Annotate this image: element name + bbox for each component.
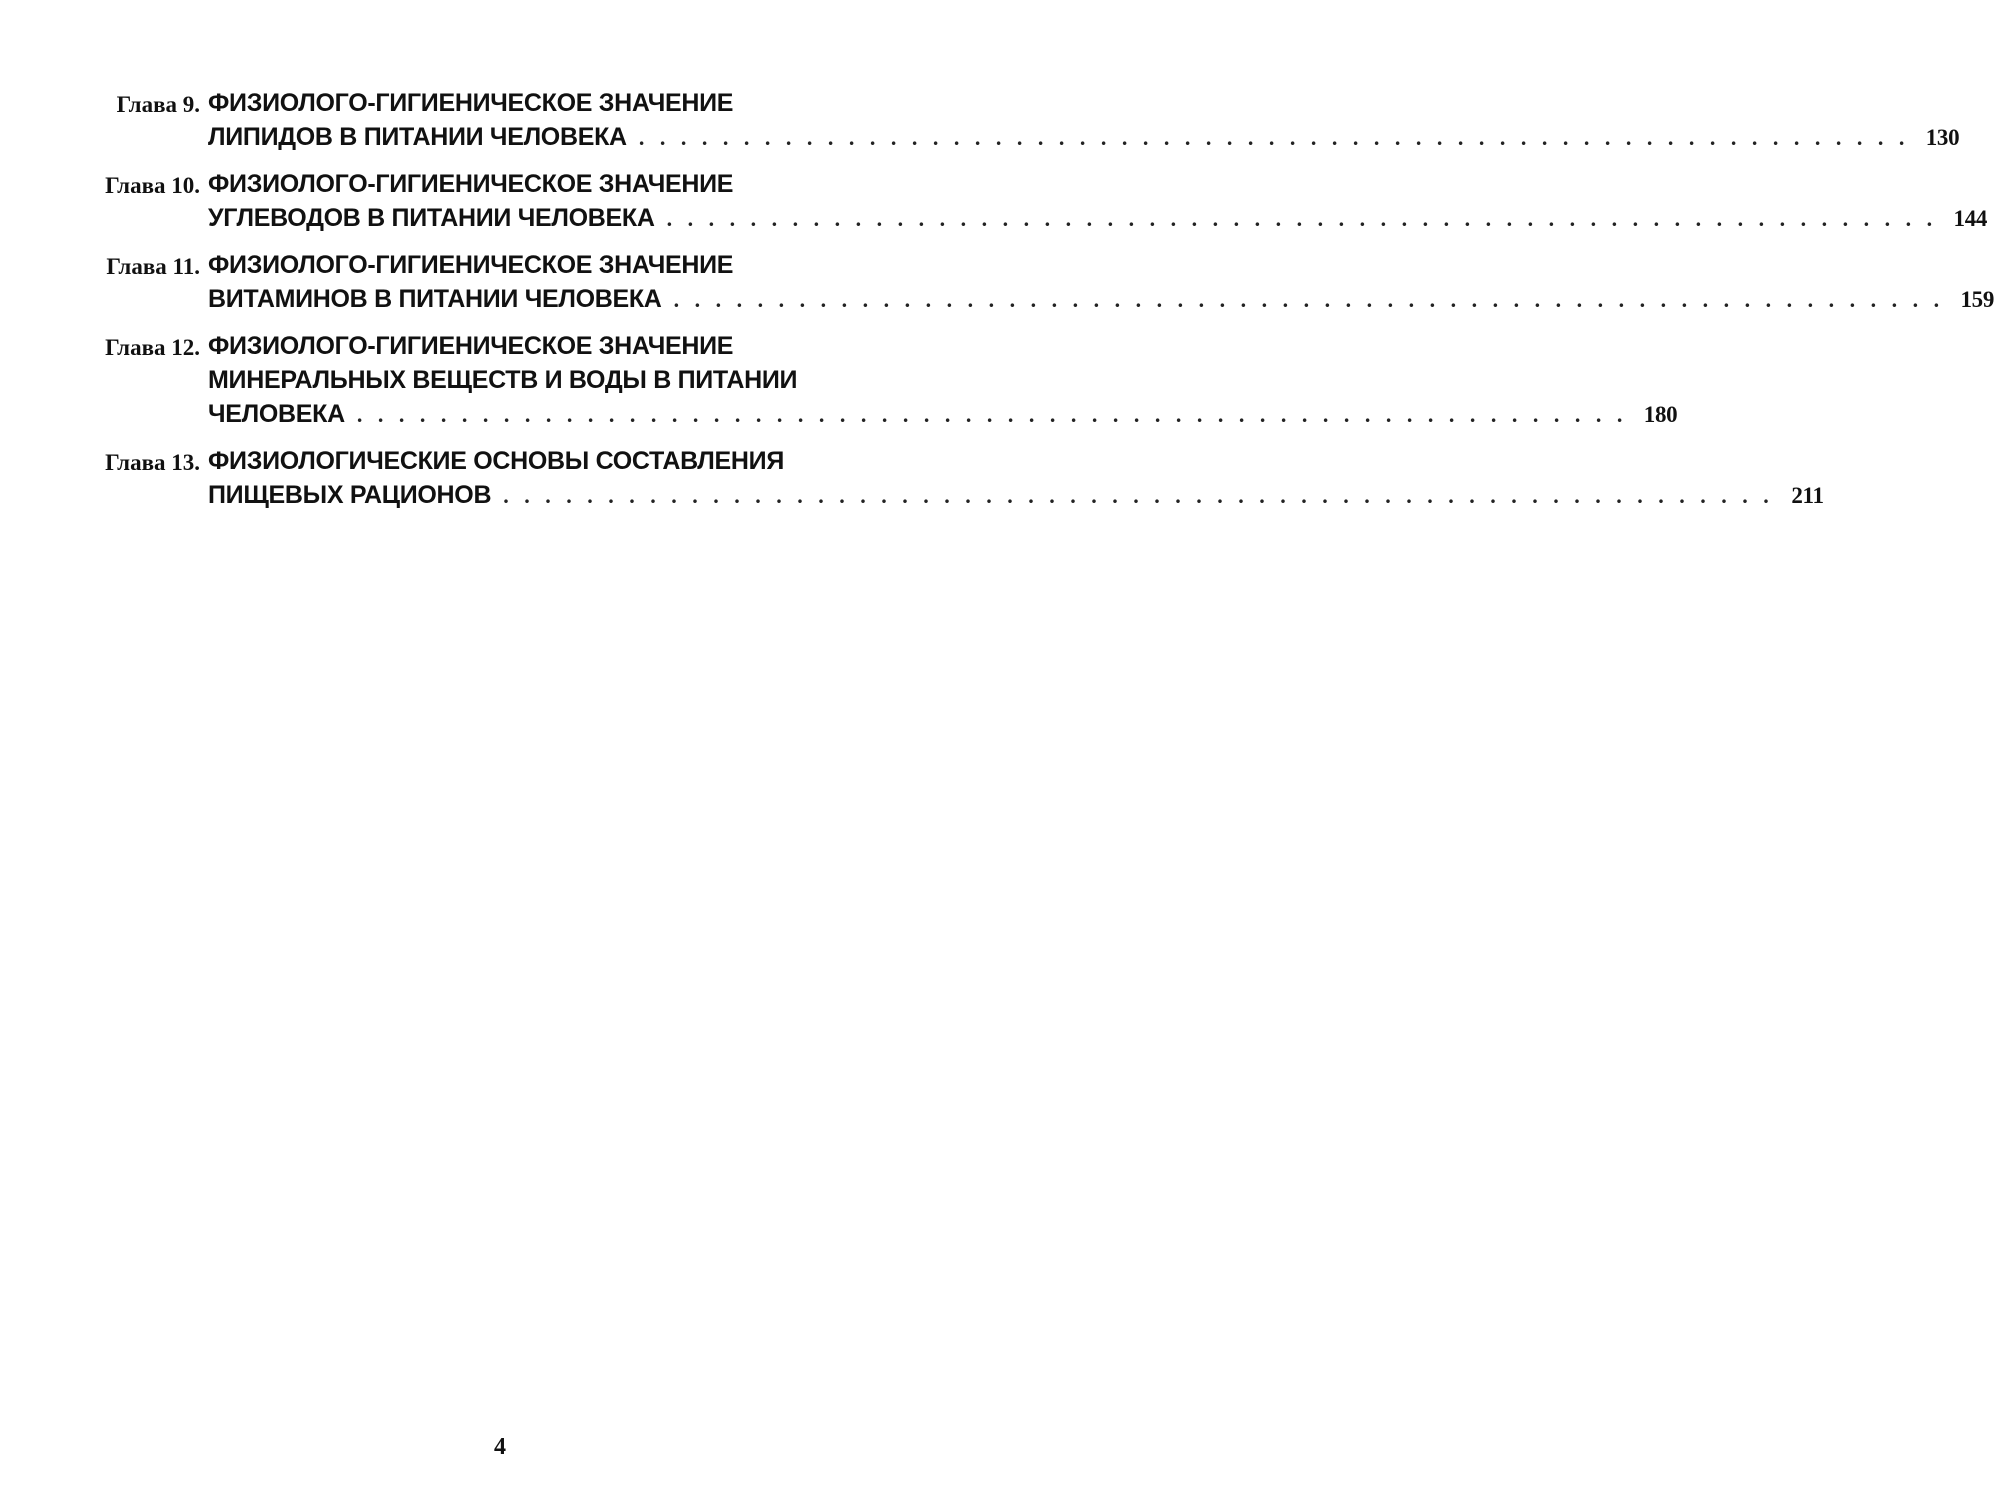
chapter-title-line: МИНЕРАЛЬНЫХ ВЕЩЕСТВ И ВОДЫ В ПИТАНИИ [208, 366, 798, 394]
dot-leader: . . . . . . . . . . . . . . . . . . . . . . . . . . . . . . . . . . . . . . . . . . . . . . . . . . . . . . . . . . . . . [356, 402, 1628, 427]
page-reference: 159 [1960, 287, 1994, 312]
dot-leader: . . . . . . . . . . . . . . . . . . . . . . . . . . . . . . . . . . . . . . . . . . . . . . . . . . . . . . . . . . . . . [638, 125, 1910, 150]
chapter-title-line: УГЛЕВОДОВ В ПИТАНИИ ЧЕЛОВЕКА [208, 204, 655, 232]
page-reference: 144 [1953, 206, 1988, 231]
chapter-title-line: ФИЗИОЛОГО-ГИГИЕНИЧЕСКОЕ ЗНАЧЕНИЕ [208, 251, 734, 279]
toc-entry-chapter-13[interactable] [80, 444, 1824, 513]
toc-entry-chapter-12[interactable] [80, 329, 1678, 432]
chapter-label: Глава 13. [105, 450, 200, 475]
toc-entry-chapter-11[interactable] [80, 248, 1994, 317]
toc-entry-chapter-10[interactable] [80, 167, 1988, 236]
chapter-title-last-line [208, 120, 1959, 155]
toc-entry-chapter-9[interactable] [80, 86, 1960, 155]
chapter-title-line: ВИТАМИНОВ В ПИТАНИИ ЧЕЛОВЕКА [208, 285, 662, 313]
table-of-contents [80, 86, 1994, 525]
page-number: 4 [494, 1434, 506, 1460]
chapter-title-line: ФИЗИОЛОГИЧЕСКИЕ ОСНОВЫ СОСТАВЛЕНИЯ [208, 447, 785, 475]
dot-leader: . . . . . . . . . . . . . . . . . . . . . . . . . . . . . . . . . . . . . . . . . . . . . . . . . . . . . . . . . . . . . [503, 483, 1774, 508]
chapter-title-line: ЧЕЛОВЕКА [208, 400, 345, 428]
chapter-title [208, 329, 1677, 432]
chapter-title-line: ФИЗИОЛОГО-ГИГИЕНИЧЕСКОЕ ЗНАЧЕНИЕ [208, 332, 734, 360]
page-reference: 211 [1791, 483, 1824, 508]
chapter-title [208, 444, 1824, 513]
dot-leader: . . . . . . . . . . . . . . . . . . . . . . . . . . . . . . . . . . . . . . . . . . . . . . . . . . . . . . . . . . . . . [673, 287, 1945, 312]
chapter-label: Глава 12. [105, 335, 200, 360]
chapter-title [208, 248, 1994, 317]
page-reference: 130 [1925, 125, 1960, 150]
chapter-title-last-line [208, 478, 1824, 513]
chapter-label: Глава 9. [116, 92, 200, 117]
chapter-title-last-line [208, 201, 1987, 236]
chapter-title [208, 167, 1987, 236]
chapter-title [208, 86, 1959, 155]
chapter-title-last-line [208, 282, 1994, 317]
chapter-label: Глава 10. [105, 173, 200, 198]
chapter-title-line: ЛИПИДОВ В ПИТАНИИ ЧЕЛОВЕКА [208, 123, 627, 151]
page-reference: 180 [1643, 402, 1678, 427]
chapter-title-line: ПИЩЕВЫХ РАЦИОНОВ [208, 481, 492, 509]
chapter-title-line: ФИЗИОЛОГО-ГИГИЕНИЧЕСКОЕ ЗНАЧЕНИЕ [208, 89, 734, 117]
chapter-title-line: ФИЗИОЛОГО-ГИГИЕНИЧЕСКОЕ ЗНАЧЕНИЕ [208, 170, 734, 198]
dot-leader: . . . . . . . . . . . . . . . . . . . . . . . . . . . . . . . . . . . . . . . . . . . . . . . . . . . . . . . . . . . . . [666, 206, 1938, 231]
chapter-title-last-line [208, 397, 1677, 432]
chapter-label: Глава 11. [106, 254, 200, 279]
